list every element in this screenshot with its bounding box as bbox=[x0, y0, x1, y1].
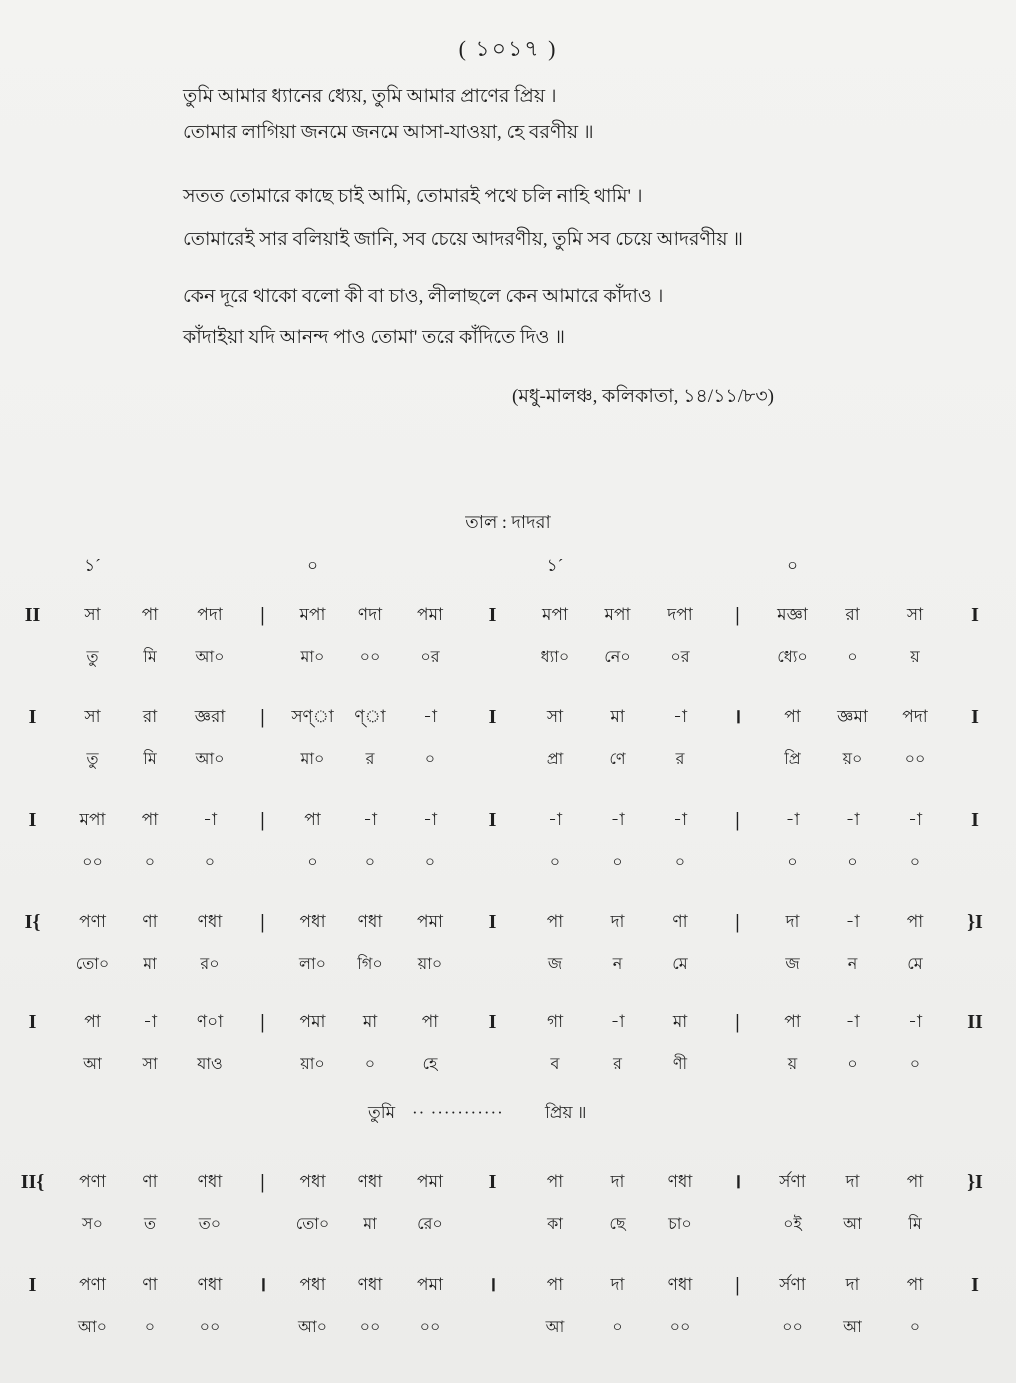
lyric-syllable: ০ bbox=[847, 649, 858, 666]
bar-spacer bbox=[240, 746, 285, 774]
lyric-syllable-line bbox=[0, 849, 1005, 877]
lyric-syllable: ০০ bbox=[419, 1319, 441, 1336]
bar-spacer bbox=[240, 1211, 285, 1239]
beat-marker: ০ bbox=[306, 556, 319, 575]
swara-note: পদা bbox=[197, 605, 223, 624]
swara-note: দা bbox=[785, 912, 800, 931]
lyric-syllable: য়০ bbox=[842, 751, 863, 768]
swara-note: পণা bbox=[79, 1275, 106, 1294]
bar-spacer bbox=[240, 849, 285, 877]
swara-note: দা bbox=[610, 912, 625, 931]
lyric-syllable: ০ bbox=[204, 854, 216, 871]
bar-spacer bbox=[945, 746, 1005, 774]
swara-note: জ্ঞরা bbox=[194, 707, 226, 726]
bar-spacer bbox=[710, 1314, 765, 1342]
page-number: ( ১০১৭ ) bbox=[458, 36, 558, 61]
swara-note: পধা bbox=[299, 912, 326, 931]
lyric-syllable: ০ bbox=[674, 854, 686, 871]
lyric-syllable: তো০ bbox=[295, 1216, 330, 1233]
barline: | bbox=[735, 911, 740, 933]
barline: I bbox=[28, 706, 37, 728]
lyric-syllable: ০ bbox=[364, 1056, 376, 1073]
swara-note: সা bbox=[546, 707, 564, 726]
lyric-syllable: গি০ bbox=[357, 956, 383, 973]
lyric-syllable: ০ bbox=[847, 1056, 858, 1073]
lyric-syllable: ০ bbox=[612, 854, 623, 871]
swara-note: ণধা bbox=[667, 1172, 693, 1191]
swara-note: -া bbox=[845, 810, 860, 829]
lyric-syllable: ধ্যা০ bbox=[540, 649, 570, 666]
lyric-syllable: লা০ bbox=[299, 956, 326, 973]
swara-note: পা bbox=[546, 1172, 564, 1191]
swara-note: পা bbox=[421, 1012, 439, 1031]
swara-note: পমা bbox=[417, 1275, 443, 1294]
swara-line bbox=[0, 806, 1005, 834]
lyric-syllable: জ bbox=[547, 956, 563, 973]
lyric-syllable: ০ bbox=[307, 854, 318, 871]
swara-note: -া bbox=[610, 810, 625, 829]
barline: I bbox=[488, 706, 497, 728]
barline: । bbox=[488, 1274, 497, 1296]
swara-note: -া bbox=[203, 810, 217, 829]
lyric-syllable-line bbox=[0, 1051, 1005, 1079]
swara-note: -া bbox=[673, 810, 687, 829]
bar-spacer bbox=[710, 644, 765, 672]
lyric-syllable: মে bbox=[672, 956, 688, 973]
notation-line bbox=[0, 908, 1005, 984]
notation-line bbox=[0, 1271, 1005, 1347]
notation-line bbox=[0, 703, 1005, 779]
lyric-syllable: ০০ bbox=[82, 854, 103, 871]
lyric-syllable: আ০ bbox=[195, 649, 225, 666]
bar-spacer bbox=[0, 644, 65, 672]
bar-spacer bbox=[460, 1314, 525, 1342]
beat-marker: ১´ bbox=[546, 556, 564, 575]
swara-note: পধা bbox=[299, 1172, 326, 1191]
refrain-start: তুমি bbox=[368, 1103, 396, 1122]
bar-spacer bbox=[240, 644, 285, 672]
swara-note: -া bbox=[548, 810, 562, 829]
swara-note: ণধা bbox=[197, 1172, 223, 1191]
lyric-syllable: মে bbox=[907, 956, 923, 973]
swara-note: মপা bbox=[604, 605, 631, 624]
bar-spacer bbox=[945, 849, 1005, 877]
barline: I bbox=[971, 1274, 979, 1296]
barline: I bbox=[488, 911, 497, 933]
swara-note: ণা bbox=[142, 1275, 158, 1294]
swara-note: পণা bbox=[79, 1172, 106, 1191]
lyric-syllable: ০ bbox=[847, 854, 858, 871]
lyric-syllable: মা bbox=[363, 1216, 377, 1233]
bar-spacer bbox=[460, 849, 525, 877]
lyric-syllable: র০ bbox=[200, 956, 220, 973]
bar-spacer bbox=[0, 746, 65, 774]
bar-spacer bbox=[460, 1211, 525, 1239]
swara-note: সা bbox=[84, 707, 101, 726]
lyric-syllable: ন bbox=[612, 956, 623, 973]
swara-note: পা bbox=[546, 1275, 564, 1294]
lyric-syllable: ০ bbox=[909, 1319, 921, 1336]
lyric-syllable: সা bbox=[142, 1056, 158, 1073]
barline: I{ bbox=[24, 911, 41, 933]
swara-note: পমা bbox=[417, 605, 443, 624]
lyric-syllable-line bbox=[0, 1211, 1005, 1239]
lyric-syllable: তু bbox=[86, 751, 99, 768]
lyric-line: তুমি আমার ধ্যানের ধ্যেয়, তুমি আমার প্রাণের প্রিয় । bbox=[183, 86, 557, 107]
barline: | bbox=[260, 706, 265, 728]
lyric-syllable: আ bbox=[83, 1056, 102, 1073]
bar-spacer bbox=[945, 1211, 1005, 1239]
bar-spacer bbox=[710, 1051, 765, 1079]
bar-spacer bbox=[460, 644, 525, 672]
lyric-syllable: ০ bbox=[787, 854, 798, 871]
notation-line bbox=[0, 1168, 1005, 1244]
swara-note: পমা bbox=[417, 912, 443, 931]
notation-line bbox=[0, 806, 1005, 882]
lyric-syllable: ০ bbox=[424, 751, 436, 768]
barline: | bbox=[735, 604, 740, 626]
bar-spacer bbox=[710, 746, 765, 774]
bar-spacer bbox=[945, 1051, 1005, 1079]
lyric-syllable: নে০ bbox=[604, 649, 631, 666]
lyric-syllable: ০ bbox=[144, 1319, 156, 1336]
bar-spacer bbox=[0, 1211, 65, 1239]
lyric-syllable: ০০ bbox=[782, 1319, 803, 1336]
bar-spacer bbox=[0, 951, 65, 979]
swara-note: পদা bbox=[902, 707, 928, 726]
lyric-syllable: ত bbox=[143, 1216, 156, 1233]
lyric-syllable: কা bbox=[547, 1216, 563, 1233]
barline: । bbox=[258, 1274, 267, 1296]
swara-note: ণ্া bbox=[354, 707, 386, 726]
swara-note: -া bbox=[845, 912, 860, 931]
swara-note: পা bbox=[141, 605, 159, 624]
lyric-syllable: মা০ bbox=[300, 649, 325, 666]
barline: I bbox=[971, 809, 979, 831]
barline: }I bbox=[967, 1171, 983, 1193]
lyric-syllable: য়া০ bbox=[417, 956, 443, 973]
swara-note: রা bbox=[142, 707, 158, 726]
lyric-syllable: মি bbox=[143, 751, 157, 768]
barline: II bbox=[967, 1011, 983, 1033]
swara-note: মা bbox=[610, 707, 625, 726]
lyric-syllable: ০০ bbox=[359, 649, 381, 666]
lyric-syllable: ০র bbox=[670, 649, 690, 666]
bar-spacer bbox=[460, 746, 525, 774]
barline: | bbox=[260, 1011, 265, 1033]
bar-spacer bbox=[710, 849, 765, 877]
beat-markers bbox=[0, 552, 1005, 580]
bar-spacer bbox=[710, 951, 765, 979]
bar-spacer bbox=[945, 644, 1005, 672]
swara-note: ণধা bbox=[197, 912, 223, 931]
swara-note: পা bbox=[546, 912, 564, 931]
swara-note: মা bbox=[672, 1012, 688, 1031]
lyric-syllable: তু bbox=[86, 649, 99, 666]
barline: | bbox=[260, 809, 265, 831]
swara-note: পমা bbox=[417, 1172, 443, 1191]
bar-spacer bbox=[945, 951, 1005, 979]
swara-note: পধা bbox=[299, 1275, 326, 1294]
swara-note: র্সণা bbox=[779, 1275, 806, 1294]
swara-note: ণা bbox=[672, 912, 688, 931]
lyric-syllable: আ bbox=[843, 1319, 862, 1336]
lyric-line: সতত তোমারে কাছে চাই আমি, তোমারই পথে চলি নাহি থামি' । bbox=[183, 186, 643, 207]
swara-note: ণধা bbox=[667, 1275, 693, 1294]
swara-note: সা bbox=[84, 605, 101, 624]
lyric-syllable: ব bbox=[550, 1056, 560, 1073]
lyric-syllable: য়া০ bbox=[300, 1056, 325, 1073]
swara-note: সা bbox=[906, 605, 924, 624]
bar-spacer bbox=[240, 1314, 285, 1342]
lyric-syllable: র bbox=[675, 751, 685, 768]
barline: I bbox=[488, 1011, 497, 1033]
swara-line bbox=[0, 908, 1005, 936]
swara-line bbox=[0, 1008, 1005, 1036]
bar-spacer bbox=[460, 951, 525, 979]
notation-line bbox=[0, 1008, 1005, 1084]
barline: | bbox=[735, 1011, 740, 1033]
swara-note: পা bbox=[141, 810, 159, 829]
swara-note: -া bbox=[845, 1012, 860, 1031]
bar-spacer bbox=[460, 1051, 525, 1079]
swara-line bbox=[0, 1168, 1005, 1196]
swara-note: ণা bbox=[142, 912, 158, 931]
swara-note: জ্ঞমা bbox=[837, 707, 868, 726]
swara-note: ণ০া bbox=[196, 1012, 224, 1031]
swara-line bbox=[0, 703, 1005, 731]
swara-note: ণধা bbox=[357, 912, 383, 931]
barline: I bbox=[488, 809, 497, 831]
swara-note: ণা bbox=[142, 1172, 158, 1191]
lyric-syllable: রে০ bbox=[417, 1216, 443, 1233]
swara-note: পা bbox=[304, 810, 321, 829]
swara-note: -া bbox=[423, 810, 437, 829]
beat-marker: ০ bbox=[786, 556, 799, 575]
swara-note: মা bbox=[362, 1012, 378, 1031]
lyric-syllable: আ০ bbox=[195, 751, 225, 768]
lyric-syllable: প্রা bbox=[546, 751, 564, 768]
barline: I bbox=[971, 604, 979, 626]
lyric-syllable: ০ bbox=[364, 854, 376, 871]
lyric-syllable: মা bbox=[143, 956, 157, 973]
bar-spacer bbox=[710, 1211, 765, 1239]
barline: I bbox=[488, 604, 497, 626]
lyric-syllable: র bbox=[613, 1056, 622, 1073]
lyric-syllable: ০ bbox=[144, 854, 156, 871]
lyric-syllable: হে bbox=[422, 1056, 438, 1073]
barline: | bbox=[735, 1274, 740, 1296]
barline: | bbox=[735, 809, 740, 831]
swara-note: পমা bbox=[299, 1012, 326, 1031]
lyric-syllable: আ bbox=[843, 1216, 862, 1233]
lyric-syllable-line bbox=[0, 951, 1005, 979]
swara-note: দা bbox=[845, 1275, 860, 1294]
swara-note: দা bbox=[845, 1172, 860, 1191]
barline: II bbox=[24, 604, 41, 626]
lyric-syllable-line bbox=[0, 644, 1005, 672]
lyric-syllable: ০ bbox=[612, 1319, 623, 1336]
lyric-syllable: ছে bbox=[609, 1216, 626, 1233]
swara-note: ণধা bbox=[357, 1275, 383, 1294]
lyric-syllable: তো০ bbox=[75, 956, 110, 973]
lyric-syllable: আ০ bbox=[77, 1319, 108, 1336]
barline: I bbox=[488, 1171, 497, 1193]
barline: | bbox=[260, 1171, 265, 1193]
bar-spacer bbox=[240, 1051, 285, 1079]
barline: । bbox=[733, 1171, 742, 1193]
lyric-syllable: ০ bbox=[909, 854, 921, 871]
swara-note: পা bbox=[784, 707, 801, 726]
swara-note: দা bbox=[610, 1275, 625, 1294]
lyric-syllable: চা০ bbox=[668, 1216, 692, 1233]
bar-spacer bbox=[0, 1051, 65, 1079]
swara-note: মজ্ঞা bbox=[777, 605, 808, 624]
swara-note: -া bbox=[908, 1012, 922, 1031]
swara-note: -া bbox=[610, 1012, 625, 1031]
lyric-syllable: ০০ bbox=[904, 751, 926, 768]
refrain-line bbox=[0, 1099, 1016, 1127]
lyric-syllable: আ bbox=[545, 1319, 565, 1336]
barline: | bbox=[260, 604, 265, 626]
lyric-syllable: ০ই bbox=[783, 1216, 802, 1233]
lyric-syllable: ন bbox=[847, 956, 858, 973]
taal-label: তাল : দাদরা bbox=[465, 512, 551, 532]
lyric-syllable: মা০ bbox=[300, 751, 325, 768]
lyric-syllable: স০ bbox=[82, 1216, 103, 1233]
swara-note: ণদা bbox=[357, 605, 383, 624]
swara-note: দা bbox=[610, 1172, 625, 1191]
lyric-syllable: ধ্যে০ bbox=[777, 649, 808, 666]
swara-note: ণধা bbox=[357, 1172, 383, 1191]
barline: I bbox=[28, 809, 37, 831]
lyric-syllable: ণী bbox=[672, 1056, 688, 1073]
lyric-syllable: য় bbox=[910, 649, 920, 666]
lyric-syllable-line bbox=[0, 1314, 1005, 1342]
barline: II{ bbox=[20, 1171, 45, 1193]
lyric-syllable: য় bbox=[787, 1056, 798, 1073]
lyric-syllable: মি bbox=[143, 649, 157, 666]
swara-line bbox=[0, 601, 1005, 629]
refrain-end: প্রিয় ॥ bbox=[545, 1103, 587, 1122]
lyric-syllable: ণে bbox=[609, 751, 626, 768]
swara-note: ণধা bbox=[197, 1275, 223, 1294]
lyric-syllable: মি bbox=[908, 1216, 922, 1233]
refrain-ellipsis: ·· ··········· bbox=[412, 1103, 504, 1122]
lyric-syllable: প্রি bbox=[784, 751, 801, 768]
lyric-syllable: আ০ bbox=[297, 1319, 328, 1336]
swara-line bbox=[0, 1271, 1005, 1299]
lyric-syllable: জ bbox=[785, 956, 800, 973]
bar-spacer bbox=[0, 849, 65, 877]
swara-note: পা bbox=[906, 1275, 924, 1294]
lyric-syllable-line bbox=[0, 746, 1005, 774]
swara-note: -া bbox=[673, 707, 687, 726]
lyric-line: কেন দূরে থাকো বলো কী বা চাও, লীলাছলে কেন আমারে কাঁদাও । bbox=[183, 286, 664, 307]
swara-note: -া bbox=[143, 1012, 157, 1031]
lyric-syllable: ০ bbox=[424, 854, 436, 871]
swara-note: মপা bbox=[299, 605, 326, 624]
notation-line bbox=[0, 601, 1005, 677]
barline: }I bbox=[967, 911, 983, 933]
swara-note: পা bbox=[906, 1172, 924, 1191]
barline: । bbox=[733, 706, 742, 728]
lyric-syllable: ০০ bbox=[669, 1319, 691, 1336]
bar-spacer bbox=[945, 1314, 1005, 1342]
swara-note: পা bbox=[784, 1012, 801, 1031]
barline: | bbox=[260, 911, 265, 933]
swara-note: পণা bbox=[79, 912, 106, 931]
lyric-syllable: যাও bbox=[197, 1056, 223, 1073]
lyric-line: তোমার লাগিয়া জনমে জনমে আসা-যাওয়া, হে বরণীয় ॥ bbox=[183, 122, 594, 143]
swara-note: -া bbox=[363, 810, 377, 829]
swara-note: -া bbox=[423, 707, 437, 726]
bar-spacer bbox=[0, 1314, 65, 1342]
swara-note: মপা bbox=[542, 605, 568, 624]
swara-note: র্সণা bbox=[779, 1172, 806, 1191]
beat-marker: ১´ bbox=[84, 556, 101, 575]
swara-note: গা bbox=[546, 1012, 564, 1031]
lyric-syllable: ০০ bbox=[199, 1319, 221, 1336]
barline: I bbox=[971, 706, 979, 728]
swara-note: পা bbox=[84, 1012, 101, 1031]
barline: I bbox=[28, 1011, 37, 1033]
lyric-syllable: ০ bbox=[909, 1056, 921, 1073]
bar-spacer bbox=[240, 951, 285, 979]
lyric-syllable: র bbox=[365, 751, 375, 768]
swara-note: -া bbox=[785, 810, 800, 829]
lyric-syllable: ০ bbox=[549, 854, 561, 871]
lyric-line: তোমারেই সার বলিয়াই জানি, সব চেয়ে আদরণীয়, তুমি সব চেয়ে আদরণীয় ॥ bbox=[183, 229, 744, 250]
lyric-line: কাঁদাইয়া যদি আনন্দ পাও তোমা' তরে কাঁদিতে দিও ॥ bbox=[183, 327, 565, 348]
swara-note: পা bbox=[906, 912, 924, 931]
swara-note: সণ্া bbox=[291, 707, 334, 726]
swara-note: রা bbox=[845, 605, 860, 624]
swara-note: -া bbox=[908, 810, 922, 829]
lyric-syllable: ত০ bbox=[198, 1216, 222, 1233]
lyric-syllable: ০র bbox=[420, 649, 440, 666]
source-attribution: (মধু-মালঞ্চ, কলিকাতা, ১৪/১১/৮৩) bbox=[512, 386, 775, 407]
lyric-syllable: ০০ bbox=[359, 1319, 381, 1336]
barline: I bbox=[28, 1274, 37, 1296]
swara-note: মপা bbox=[79, 810, 106, 829]
swara-note: দপা bbox=[667, 605, 693, 624]
